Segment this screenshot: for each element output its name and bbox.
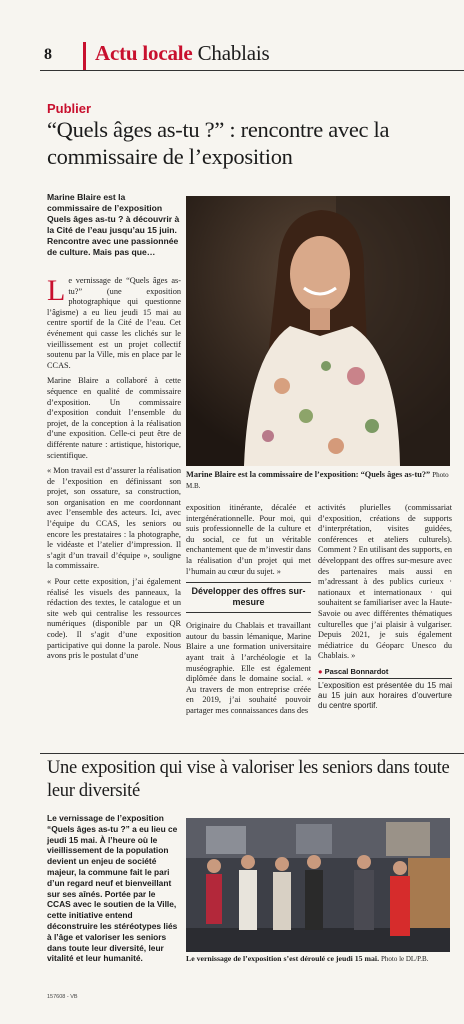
bullet-icon: ● <box>318 666 323 676</box>
article2-headline: Une exposition qui vise à valoriser les seniors dans toute leur diversité <box>47 758 450 801</box>
article-headline: “Quels âges as-tu ?” : rencontre avec la commissaire de l’exposition <box>47 117 390 169</box>
paragraph: Originaire du Chablais et travaillant autour du bassin lémanique, Marine Blaire a une formation universitaire ayant trait à l’archéologie et la muséographie. Elle est également diplômée dans le domaine social. « Au travers de mon entreprise créée en 2019, j’ai souhaité pouvoir partager mes connaissances dans des <box>186 621 311 715</box>
portrait-illustration <box>186 196 450 466</box>
vernissage-photo <box>186 818 450 952</box>
article-separator <box>40 753 464 754</box>
article-column-1 <box>47 276 181 667</box>
paragraph-text: e vernissage de “Quels âges as-tu?” (une exposition photographique qui questionne l’âgisme) a eu lieu jeudi 15 mai au centre sportif de la Cité de l’eau. Cet événement qui casse les clichés sur le vieillissement est un projet collectif soutenu par la Ville, mis en place par le CCAS. <box>47 276 181 370</box>
caption-text: Marine Blaire est la commissaire de l’exposition: “Quels âges as-tu?” <box>186 470 431 479</box>
caption-text: Le vernissage de l’exposition s’est déroulé ce jeudi 15 mai. <box>186 954 380 963</box>
paragraph: « Pour cette exposition, j’ai également réalisé les visuels des panneaux, la rédaction des textes, le catalogue et un site web qui centralise les ressources numériques (disponible par un QR code). Il s’agit d’une exposition participative qui donne la parole. Nous avons pris le postulat d’une <box>47 577 181 661</box>
paragraph: activités plurielles (commissariat d’exposition, créations de supports d’interprétation, visites guidées, conférences et ateliers culturels). Comment ? En utilisant des supports, en développant des offres sur-mesure avec des partenaires mais aussi en m’adressant à des publics curieux · nationaux et internationaux · qui souhaitent se familiariser avec la Haute-Savoie ou avec différentes thématiques culturelles que j’ai plaisir à vulgariser. Depuis 2021, je suis également médiatrice du Géoparc Unesco du Chablais. » <box>318 503 452 661</box>
article-kicker: Publier <box>47 101 92 116</box>
portrait-caption <box>186 470 454 491</box>
photo-credit: Photo M.B. <box>186 471 449 490</box>
section-location: Chablais <box>197 41 270 65</box>
author-name: Pascal Bonnardot <box>324 666 389 676</box>
paragraph: Marine Blaire a collaboré à cette séquence en qualité de commissaire d’exposition. Un commissaire d’exposition conduit l’ensemble du projet, de la conception à la réalisation d’une exposition. Celle-ci peut être de différente nature : artistique, historique, scientifique. <box>47 376 181 460</box>
article-subhead: Développer des offres sur-mesure <box>186 582 311 613</box>
article2-text: Le vernissage de l’exposition “Quels âges as-tu ?” a eu lieu ce jeudi 15 mai. À l’heure où le vieillissement de la population devient un enjeu de société majeur, la commune fait le pari d’un regard neuf et bienveillant sur ses aînés. Portée par le CCAS avec le soutien de la Ville, cette initiative entend déconstruire les stéréotypes liés à l’âge et valoriser les seniors dans toute leur diversité, leur vitalité et leur humanité. <box>47 813 178 964</box>
paragraph: exposition itinérante, décalée et intergénérationnelle. Pour moi, qui suis professionnelle de la culture et du social, ce fut un véritable enchantement que de m’investir dans la réalisation d’un projet qui met l’humain au cœur du sujet. » <box>186 503 311 576</box>
footer-code: 157608 - VB <box>47 994 78 1000</box>
paragraph <box>47 276 181 371</box>
article-column-3 <box>318 503 452 711</box>
portrait-photo <box>186 196 450 466</box>
info-box: L’exposition est présentée du 15 mai au 15 juin aux horaires d’ouverture du centre sportif. <box>318 678 452 711</box>
author-signature <box>318 667 452 676</box>
header-divider <box>83 42 86 70</box>
vernissage-caption <box>186 954 454 964</box>
drop-cap: L <box>47 274 66 307</box>
photo-credit: Photo le DL/P.B. <box>380 955 429 963</box>
section-name: Actu locale <box>95 41 193 65</box>
page-header <box>0 38 464 74</box>
section-title <box>95 41 269 66</box>
page-number: 8 <box>44 46 52 63</box>
header-rule <box>40 70 464 71</box>
article-column-2 <box>186 503 311 722</box>
vernissage-illustration <box>186 818 450 952</box>
paragraph: « Mon travail est d’assurer la réalisation de l’exposition en définissant son projet, son ossature, sa construction, son organisation en me coordonnant avec l’ensemble des acteurs. Ici, avec l’équipe du CCAS, les seniors ou encore les prestataires : la photographe, le vidéaste et l’atelier d’impression. Il s’agit d’un travail d’équipe », souligne la commissaire. <box>47 466 181 571</box>
article-standfirst: Marine Blaire est la commissaire de l’exposition Quels âges as-tu ? à découvrir à la Cité de l’eau jusqu’au 15 juin. Rencontre avec une passionnée de culture. Mais pas que… <box>47 192 180 257</box>
